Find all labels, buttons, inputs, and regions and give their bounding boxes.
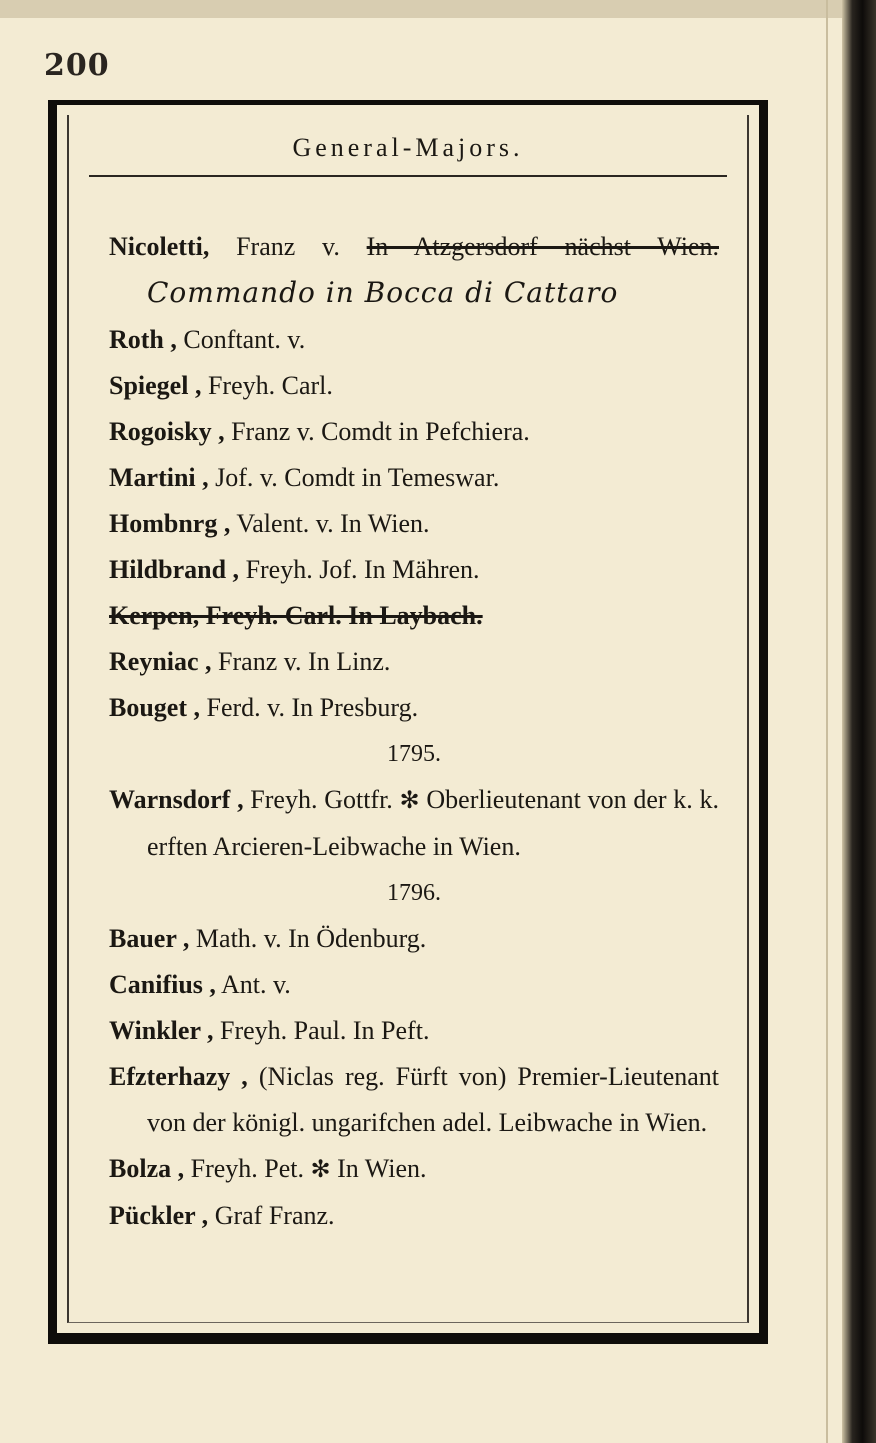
entry-name: Canifius ,: [109, 970, 216, 999]
section-heading: General-Majors.: [292, 133, 524, 162]
entry-name: Bolza ,: [109, 1154, 185, 1183]
entry-name: Hildbrand ,: [109, 555, 240, 584]
entry-name: Pückler ,: [109, 1201, 209, 1230]
page-number: 200: [44, 48, 110, 83]
entry-name: Efzterhazy ,: [109, 1062, 248, 1091]
entry-details: (Niclas reg. Fürft von) Premier-Lieutenant von der königl. ungarifchen adel. Leibwache in Wien.: [147, 1062, 719, 1137]
entry-details: Ferd. v. In Presburg.: [200, 693, 419, 722]
year-heading: 1796.: [387, 880, 441, 906]
list-item: [109, 777, 719, 870]
year-heading: 1795.: [387, 741, 441, 767]
list-item: [109, 639, 719, 685]
entry-details: Franz v.: [209, 232, 367, 261]
entry-name: Reyniac ,: [109, 647, 212, 676]
entry-details: Franz v. Comdt in Pefchiera.: [224, 417, 530, 446]
page-fold-line: [826, 0, 828, 1443]
entry-name: Hombnrg ,: [109, 509, 231, 538]
entry-name: Bouget ,: [109, 693, 200, 722]
entry-name: Martini ,: [109, 463, 209, 492]
book-gutter: [842, 0, 876, 1443]
inner-frame: [67, 115, 749, 1323]
list-item: [109, 501, 719, 547]
entry-details: Conftant. v.: [176, 325, 306, 354]
star-icon: ✻: [310, 1157, 331, 1183]
list-item: [109, 223, 719, 317]
entry-name: Winkler ,: [109, 1016, 214, 1045]
struck-text: In Atzgersdorf nächst Wien.: [366, 232, 719, 261]
list-item: [109, 409, 719, 455]
list-item: [109, 1008, 719, 1054]
entry-details: Graf Franz.: [208, 1201, 335, 1230]
entry-name: Warnsdorf ,: [109, 785, 244, 814]
list-item: [109, 1146, 719, 1193]
entry-name: Rogoisky ,: [109, 417, 225, 446]
list-item: [109, 363, 719, 409]
entry-details: Freyh. Jof. In Mähren.: [239, 555, 480, 584]
star-icon: ✻: [399, 788, 420, 814]
entry-details: Freyh. Paul. In Peft.: [213, 1016, 430, 1045]
entry-details: Freyh. Carl.: [201, 371, 333, 400]
entry-details: Valent. v. In Wien.: [230, 509, 430, 538]
list-item: [109, 1054, 719, 1146]
entry-details: Ant. v.: [215, 970, 291, 999]
list-item: [109, 962, 719, 1008]
entry-list: [109, 223, 719, 1239]
entry-name: Bauer ,: [109, 924, 190, 953]
list-item: [109, 593, 719, 639]
entry-details: In Wien.: [330, 1154, 427, 1183]
list-item: [109, 1193, 719, 1239]
entry-details: Freyh. Pet.: [184, 1154, 311, 1183]
list-item: [109, 547, 719, 593]
entry-details: Oberlieutenant von der k. k. erften Arcieren-Leibwache in Wien.: [147, 785, 720, 861]
entry-name: Spiegel ,: [109, 371, 202, 400]
entry-name: Roth ,: [109, 325, 177, 354]
struck-entry: Kerpen, Freyh. Carl. In Laybach.: [109, 601, 483, 630]
entry-details: Freyh. Gottfr.: [243, 785, 400, 814]
list-item: [109, 455, 719, 501]
entry-details: Franz v. In Linz.: [211, 647, 391, 676]
entry-name: Nicoletti,: [109, 232, 210, 261]
entry-details: Math. v. In Ödenburg.: [189, 924, 427, 953]
heading-rule: [89, 175, 727, 177]
list-item: [109, 685, 719, 731]
entry-details: Jof. v. Comdt in Temeswar.: [208, 463, 500, 492]
text-frame: [48, 100, 768, 1344]
list-item: [109, 916, 719, 962]
handwritten-annotation: Commando in Bocca di Cattaro: [147, 276, 619, 309]
page-edge: [0, 0, 876, 18]
list-item: [109, 317, 719, 363]
